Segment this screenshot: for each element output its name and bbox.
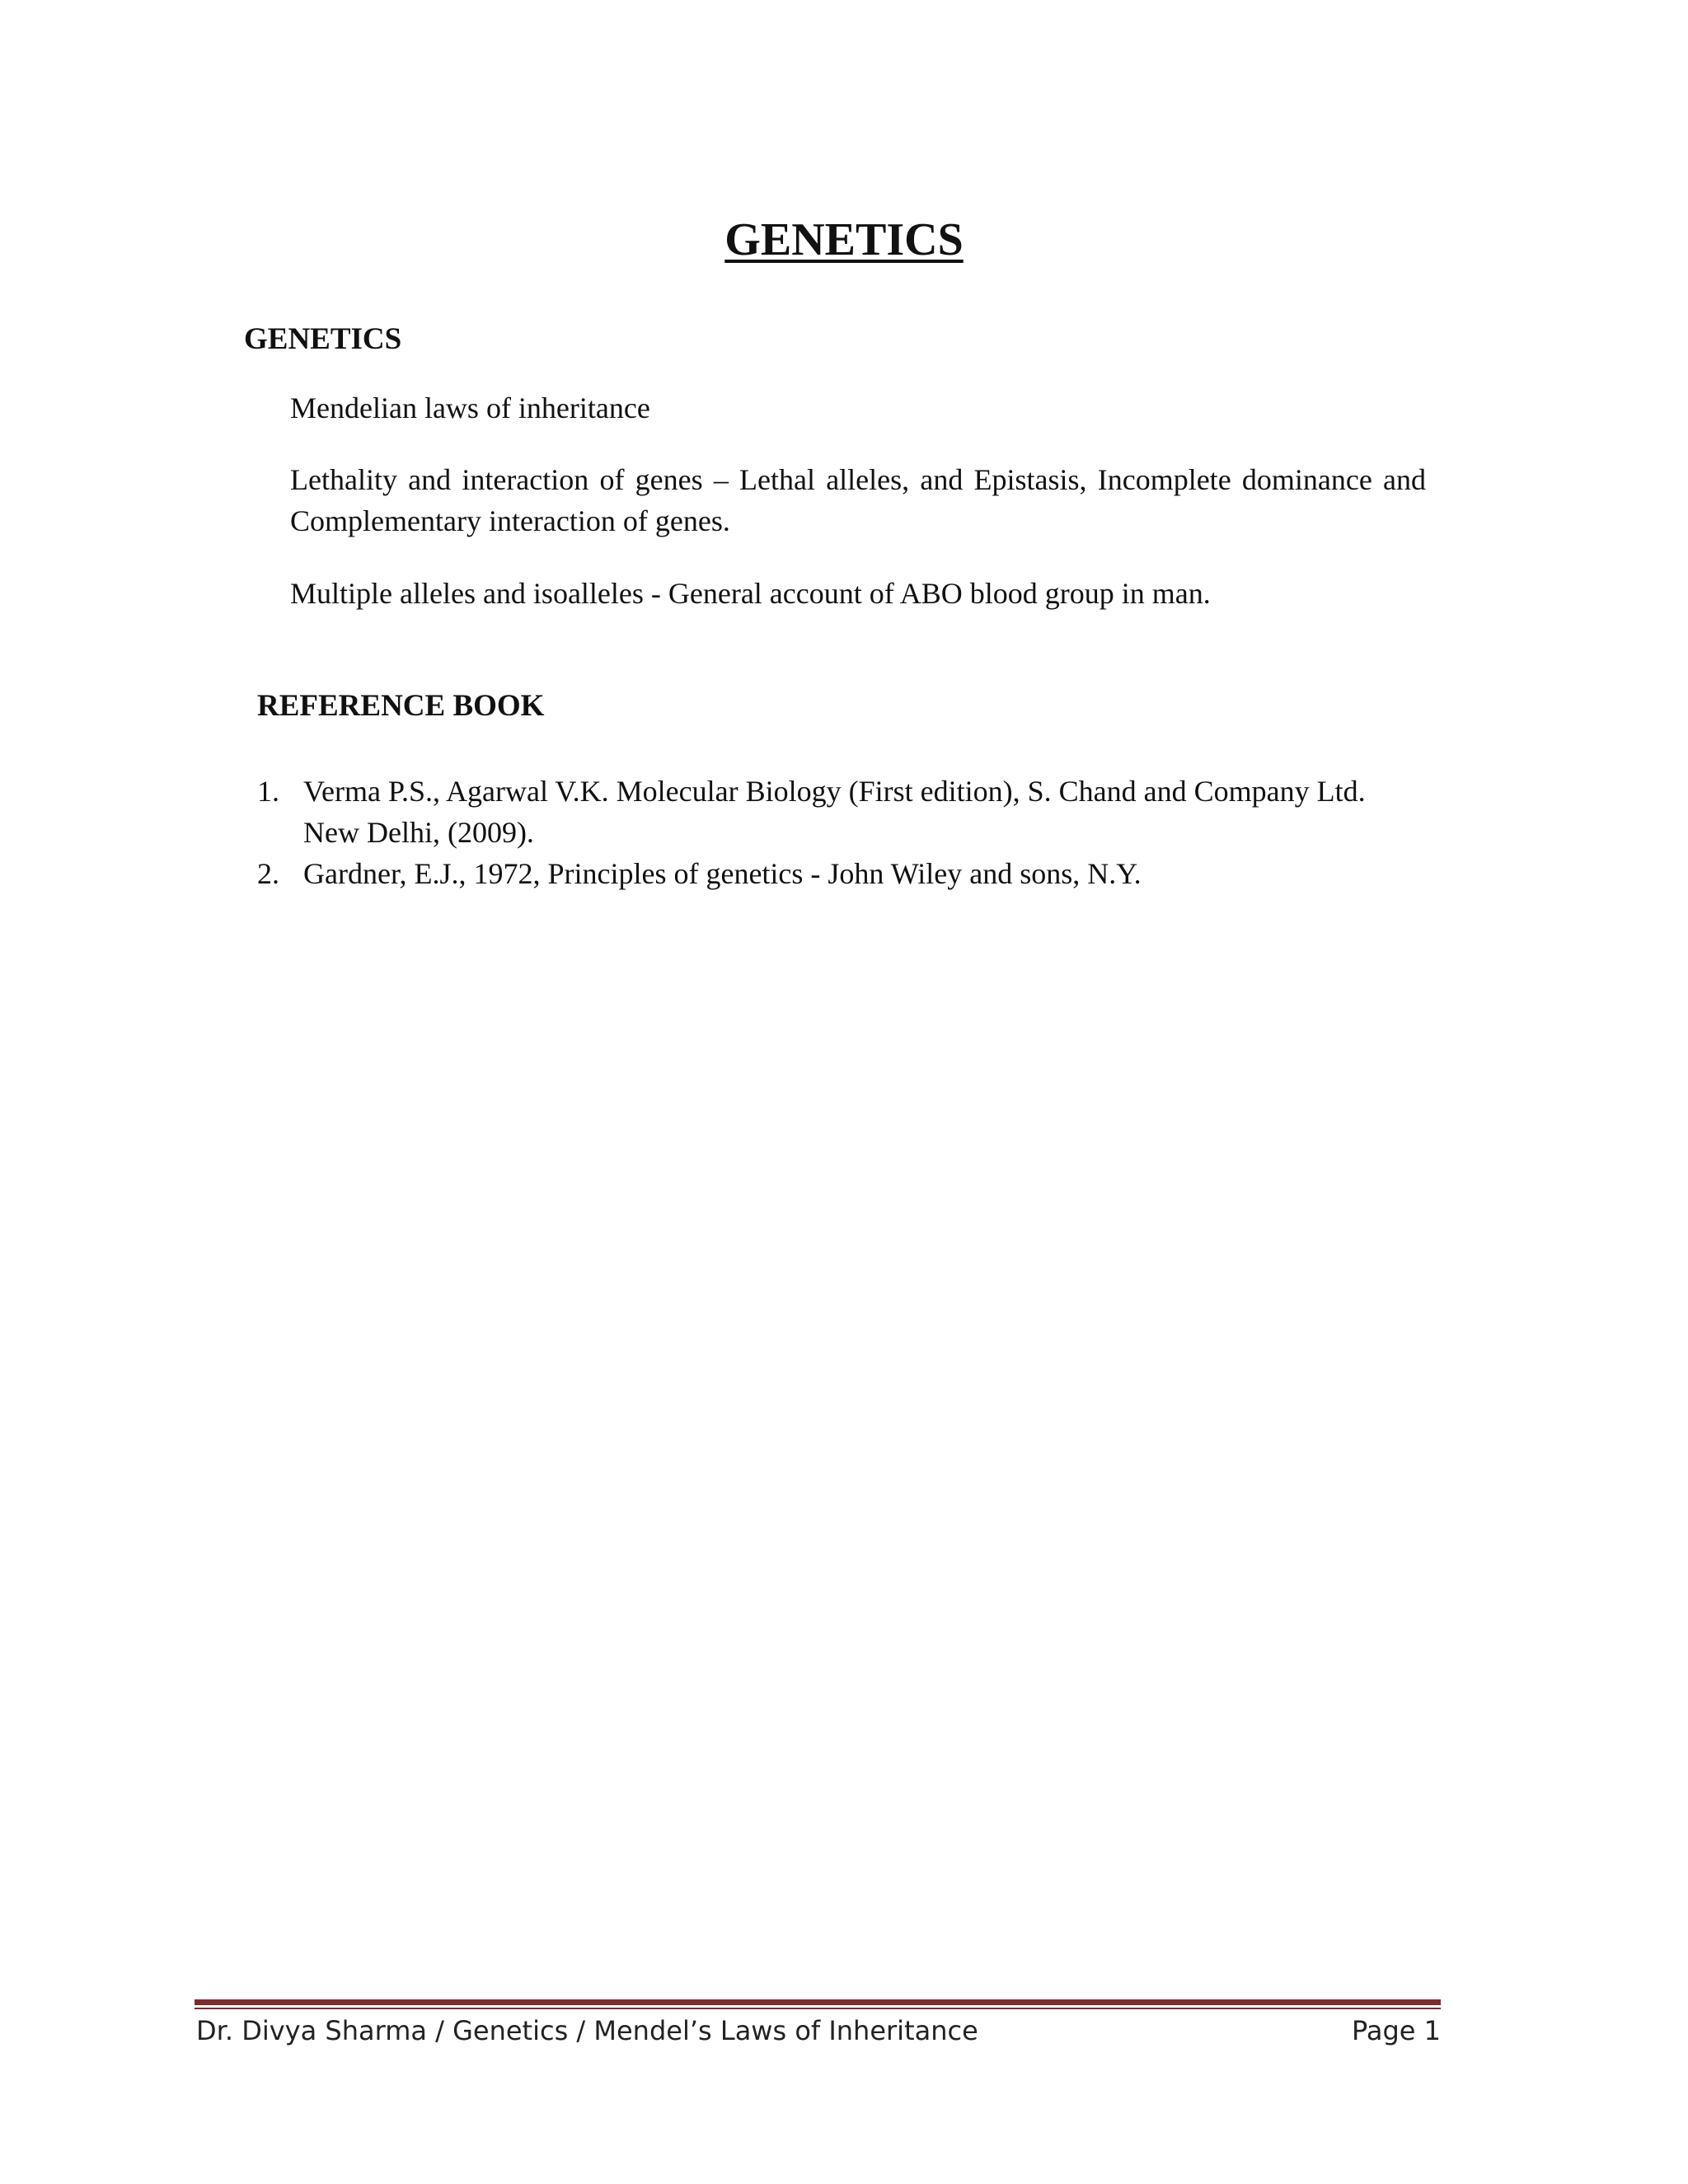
- reference-item: [257, 771, 1428, 853]
- page-number: Page 1: [1352, 2015, 1441, 2046]
- page-title-text: GENETICS: [724, 214, 964, 265]
- topic-paragraph: Lethality and interaction of genes – Lethal alleles, and Epistasis, Incomplete dominance and Complementary interaction of genes.: [290, 463, 1426, 537]
- reference-item: [257, 853, 1428, 894]
- reference-heading: REFERENCE BOOK: [257, 689, 545, 723]
- reference-list: [257, 771, 1428, 894]
- topic-paragraph: Mendelian laws of inheritance: [290, 391, 650, 424]
- reference-text: Verma P.S., Agarwal V.K. Molecular Biology (First edition), S. Chand and Company Ltd. New Delhi, (2009).: [303, 775, 1366, 849]
- reference-number: 1.: [257, 775, 279, 808]
- reference-text: Gardner, E.J., 1972, Principles of genetics - John Wiley and sons, N.Y.: [303, 857, 1142, 890]
- reference-number: 2.: [257, 857, 279, 890]
- topic-paragraph: Multiple alleles and isoalleles - General account of ABO blood group in man.: [290, 577, 1211, 610]
- footer-divider-thin: [195, 2008, 1441, 2009]
- footer-divider: [195, 1999, 1441, 2005]
- page-title: [0, 213, 1688, 268]
- section-heading: GENETICS: [244, 322, 402, 356]
- footer-text: Dr. Divya Sharma / Genetics / Mendel’s Laws of Inheritance: [196, 2015, 978, 2046]
